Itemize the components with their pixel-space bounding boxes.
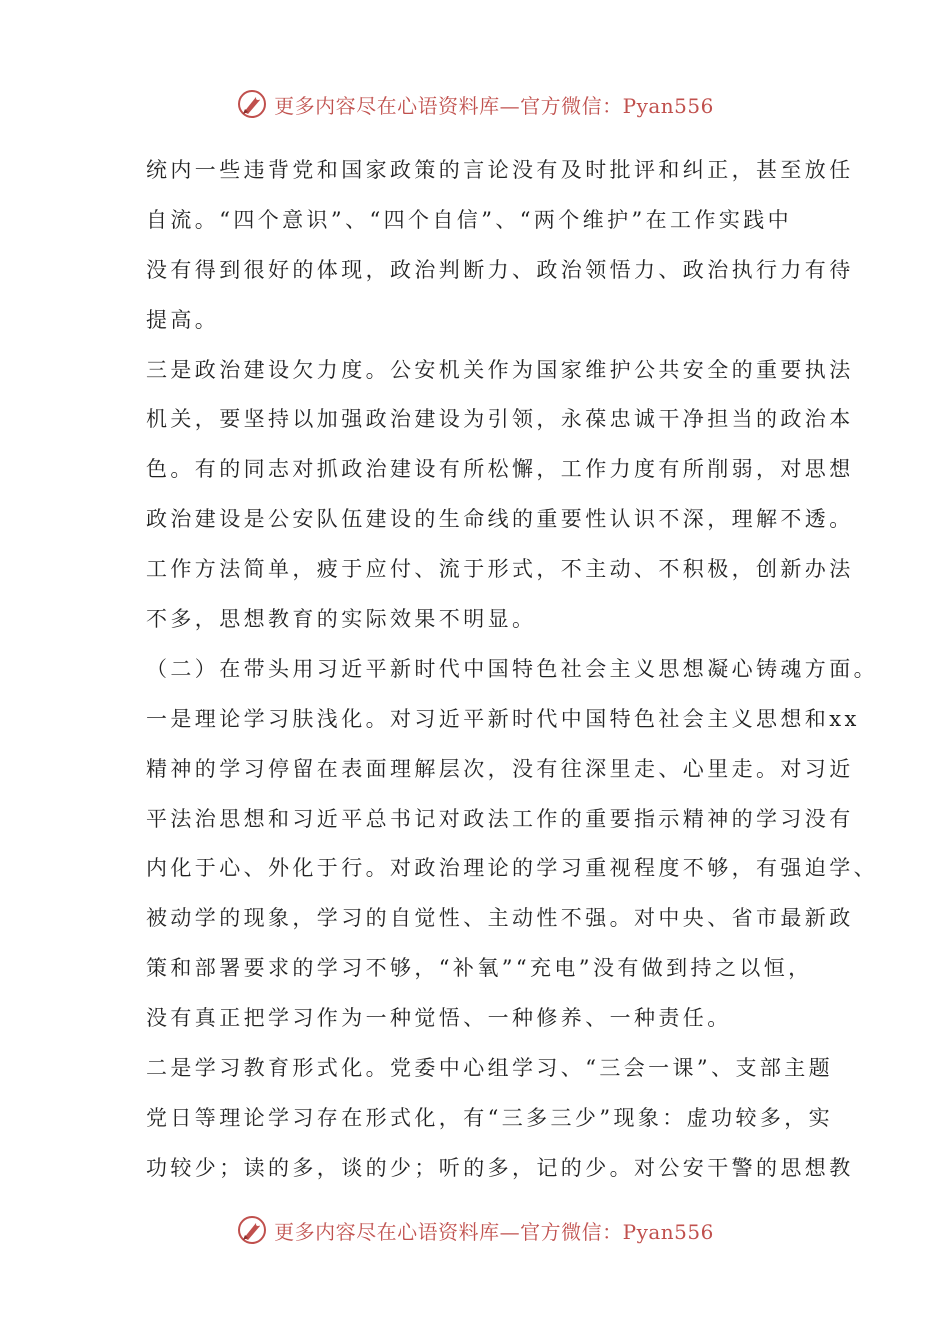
text-line: 统内一些违背党和国家政策的言论没有及时批评和纠正，甚至放任 [146, 158, 854, 182]
watermark-text: 更多内容尽在心语资料库—官方微信：Pyan556 [274, 1219, 714, 1244]
text-line: 提高。 [146, 307, 220, 332]
text-line: 没有真正把学习作为一种觉悟、一种修养、一种责任。 [146, 1006, 732, 1031]
pen-nib-icon [236, 88, 268, 120]
text-line: 内化于心、外化于行。对政治理论的学习重视程度不够，有强迫学、 [146, 856, 878, 881]
document-body [146, 146, 878, 1194]
pen-nib-icon [236, 1214, 268, 1246]
text-line: 党日等理论学习存在形式化，有“三多三少”现象：虚功较多，实 [146, 1105, 834, 1130]
text-line: 没有得到很好的体现，政治判断力、政治领悟力、政治执行力有待 [146, 257, 854, 282]
watermark-header [0, 84, 950, 124]
text-line: 政治建设是公安队伍建设的生命线的重要性认识不深，理解不透。 [146, 507, 854, 532]
text-line: 不多，思想教育的实际效果不明显。 [146, 607, 537, 632]
text-line: 机关，要坚持以加强政治建设为引领，永葆忠诚干净担当的政治本 [146, 407, 854, 432]
text-line: 工作方法简单，疲于应付、流于形式，不主动、不积极，创新办法 [146, 557, 854, 582]
section-heading: （二）在带头用习近平新时代中国特色社会主义思想凝心铸魂方面。 [146, 656, 878, 681]
text-line: 三是政治建设欠力度。公安机关作为国家维护公共安全的重要执法 [146, 357, 854, 382]
text-line: 自流。“四个意识”、“四个自信”、“两个维护”在工作实践中 [146, 207, 793, 232]
text-line: 一是理论学习肤浅化。对习近平新时代中国特色社会主义思想和xx [146, 706, 860, 731]
text-line: 功较少；读的多，谈的少；听的多，记的少。对公安干警的思想教 [146, 1155, 854, 1180]
watermark-footer [0, 1210, 950, 1250]
text-line: 二是学习教育形式化。党委中心组学习、“三会一课”、支部主题 [146, 1056, 834, 1081]
text-line: 策和部署要求的学习不够，“补氧”“充电”没有做到持之以恒， [146, 956, 813, 981]
watermark-text: 更多内容尽在心语资料库—官方微信：Pyan556 [274, 93, 714, 118]
text-line: 平法治思想和习近平总书记对政法工作的重要指示精神的学习没有 [146, 806, 854, 831]
text-line: 被动学的现象，学习的自觉性、主动性不强。对中央、省市最新政 [146, 906, 854, 931]
text-line: 色。有的同志对抓政治建设有所松懈，工作力度有所削弱，对思想 [146, 457, 854, 482]
text-line: 精神的学习停留在表面理解层次，没有往深里走、心里走。对习近 [146, 756, 854, 781]
